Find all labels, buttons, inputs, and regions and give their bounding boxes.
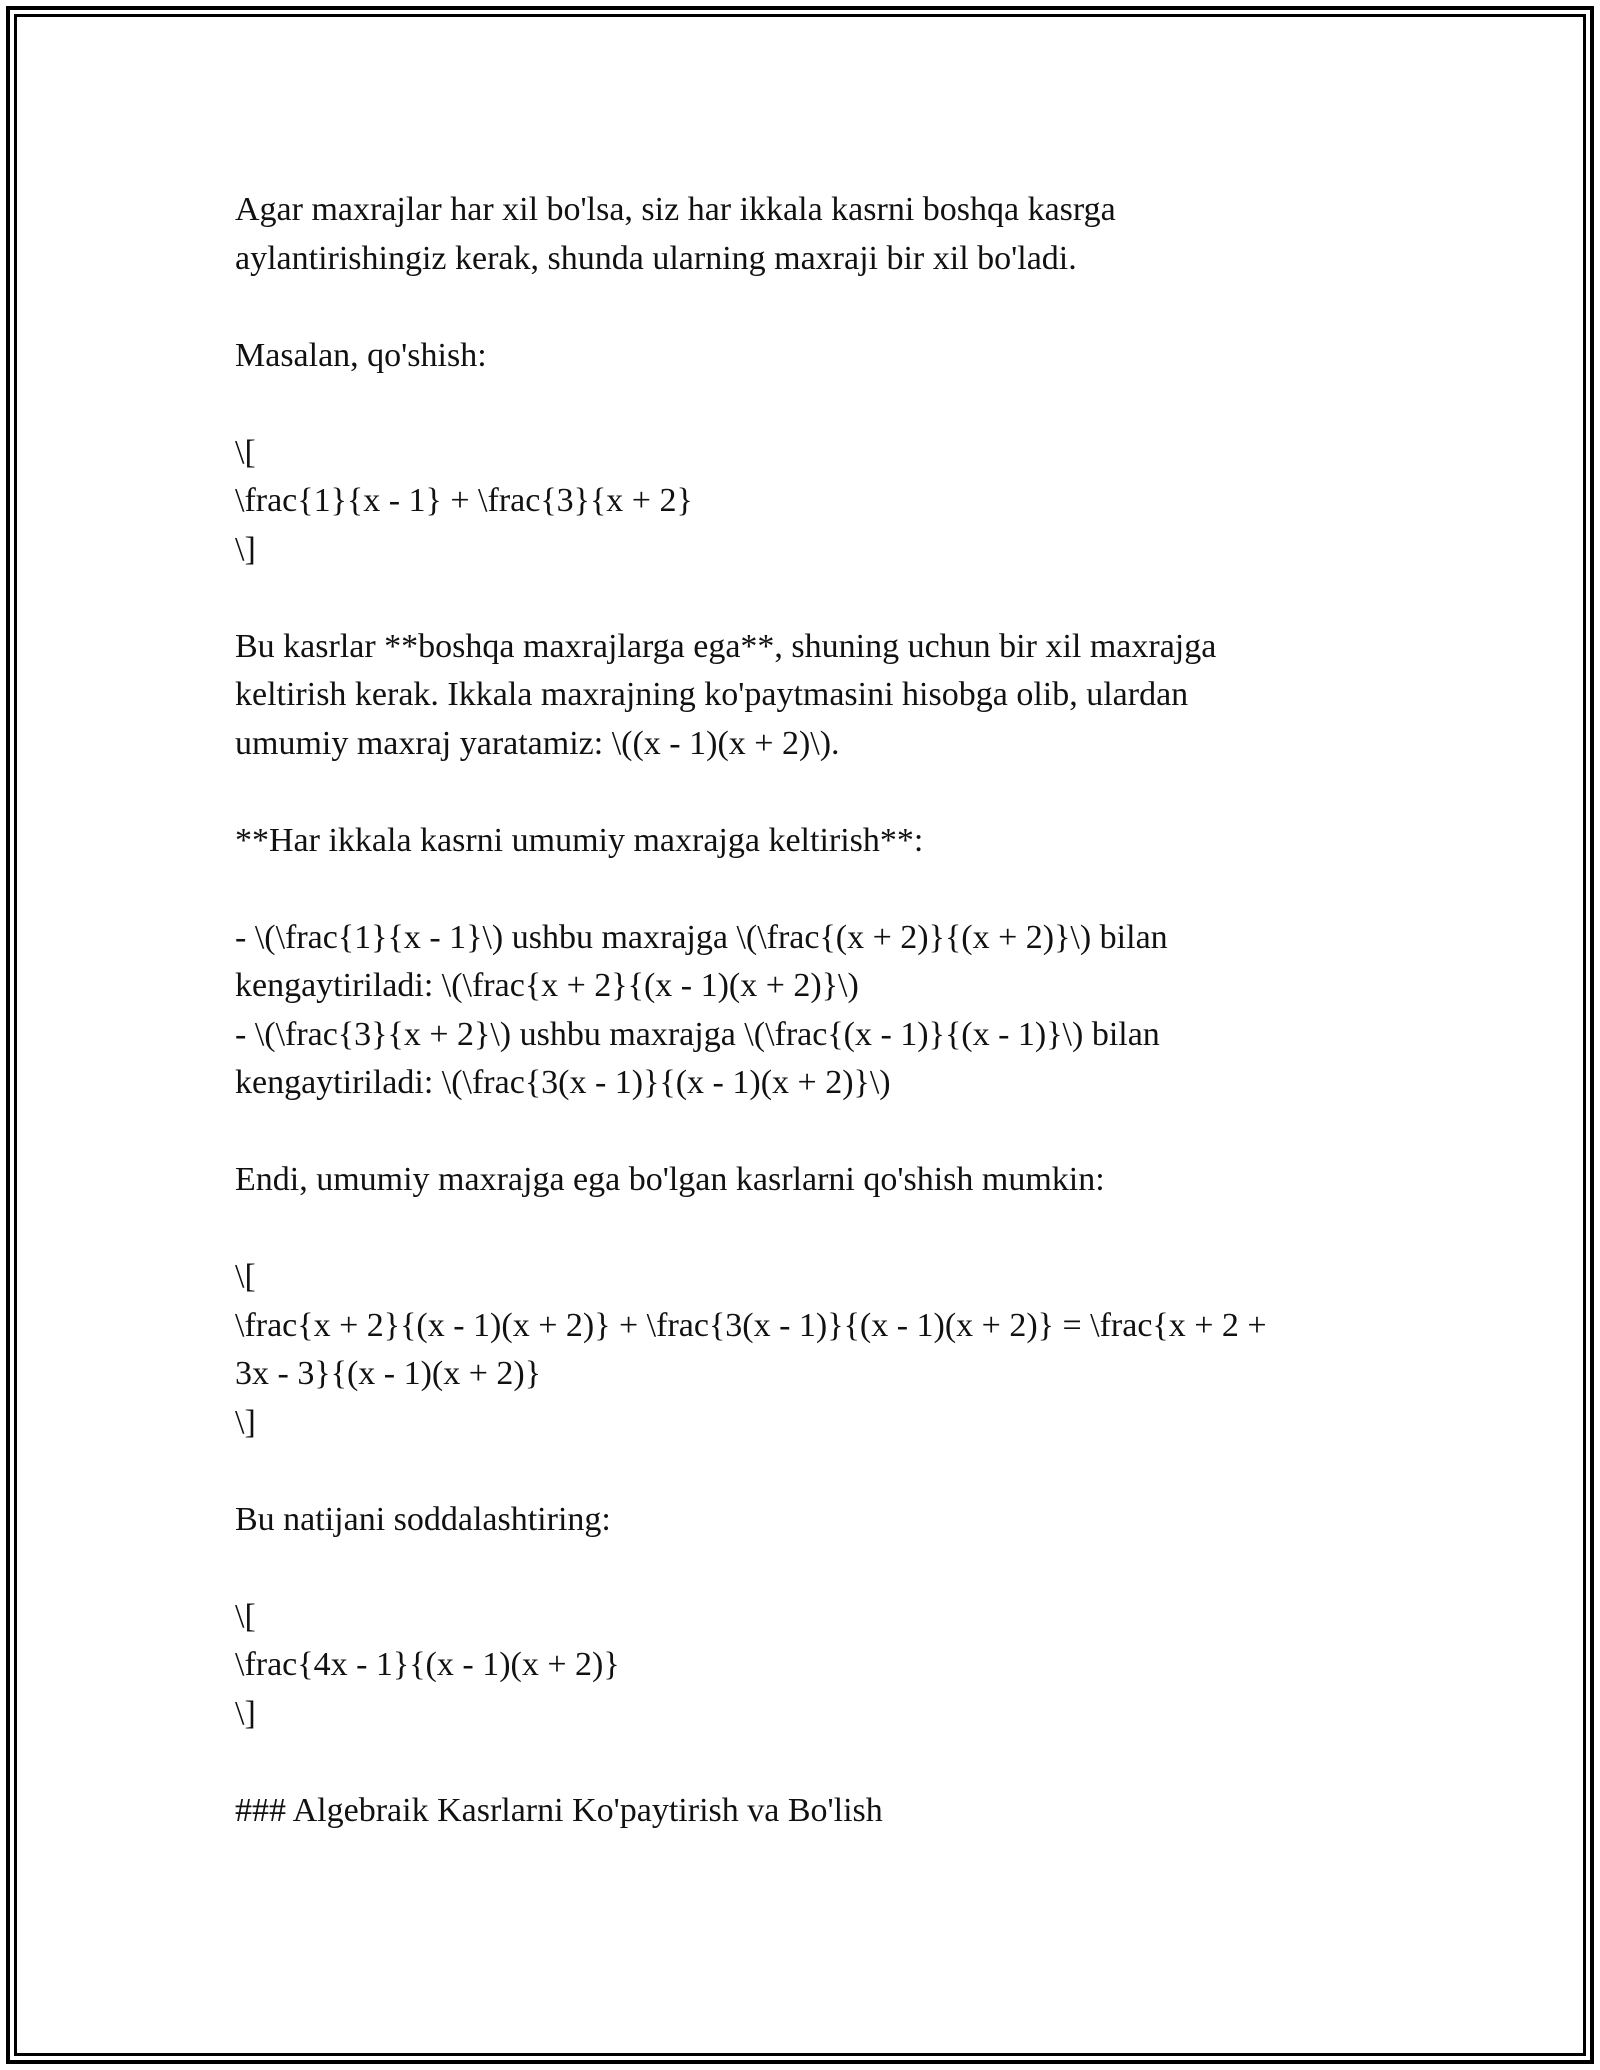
blank-line <box>235 574 1385 623</box>
blank-line <box>235 865 1385 914</box>
math-open: \[ <box>235 1258 256 1295</box>
math-line: 3x - 3}{(x - 1)(x + 2)} <box>235 1355 542 1392</box>
blank-line <box>235 1447 1385 1496</box>
math-line: \frac{4x - 1}{(x - 1)(x + 2)} <box>235 1646 620 1683</box>
math-open: \[ <box>235 433 256 471</box>
list-item-line: - \(\frac{1}{x - 1}\) ushbu maxrajga \(\frac{(x + 2)}{(x + 2)}\) bilan <box>235 918 1168 956</box>
text-line: Masalan, qo'shish: <box>235 336 487 374</box>
text-line: Agar maxrajlar har xil bo'lsa, siz har ikkala kasrni boshqa kasrga <box>235 191 1116 228</box>
math-line: \frac{1}{x - 1} + \frac{3}{x + 2} <box>235 482 693 519</box>
document-body <box>235 186 1385 1835</box>
section-heading: ### Algebraik Kasrlarni Ko'paytirish va Bo'lish <box>235 1791 883 1829</box>
blank-line <box>235 283 1385 332</box>
text-line: Endi, umumiy maxrajga ega bo'lgan kasrlarni qo'shish mumkin: <box>235 1161 1105 1198</box>
blank-line <box>235 1544 1385 1593</box>
blank-line <box>235 1108 1385 1157</box>
list-item-line: kengaytiriladi: \(\frac{3(x - 1)}{(x - 1)(x + 2)}\) <box>235 1064 891 1101</box>
list-item-line: kengaytiriladi: \(\frac{x + 2}{(x - 1)(x + 2)}\) <box>235 967 859 1004</box>
text-line: umumiy maxraj yaratamiz: \((x - 1)(x + 2)\). <box>235 724 840 762</box>
blank-line <box>235 380 1385 429</box>
math-open: \[ <box>235 1597 256 1635</box>
list-item-line: - \(\frac{3}{x + 2}\) ushbu maxrajga \(\frac{(x - 1)}{(x - 1)}\) bilan <box>235 1015 1160 1053</box>
text-line: Bu natijani soddalashtiring: <box>235 1500 611 1538</box>
math-close: \] <box>235 530 256 568</box>
math-line: \frac{x + 2}{(x - 1)(x + 2)} + \frac{3(x - 1)}{(x - 1)(x + 2)} = \frac{x + 2 + <box>235 1306 1267 1344</box>
text-line: Bu kasrlar **boshqa maxrajlarga ega**, shuning uchun bir xil maxrajga <box>235 627 1217 665</box>
blank-line <box>235 1738 1385 1787</box>
blank-line <box>235 768 1385 817</box>
math-close: \] <box>235 1694 256 1732</box>
math-close: \] <box>235 1403 256 1441</box>
blank-line <box>235 1205 1385 1254</box>
text-line: **Har ikkala kasrni umumiy maxrajga keltirish**: <box>235 821 924 859</box>
text-line: keltirish kerak. Ikkala maxrajning ko'paytmasini hisobga olib, ulardan <box>235 676 1189 713</box>
text-line: aylantirishingiz kerak, shunda ularning maxraji bir xil bo'ladi. <box>235 239 1077 277</box>
